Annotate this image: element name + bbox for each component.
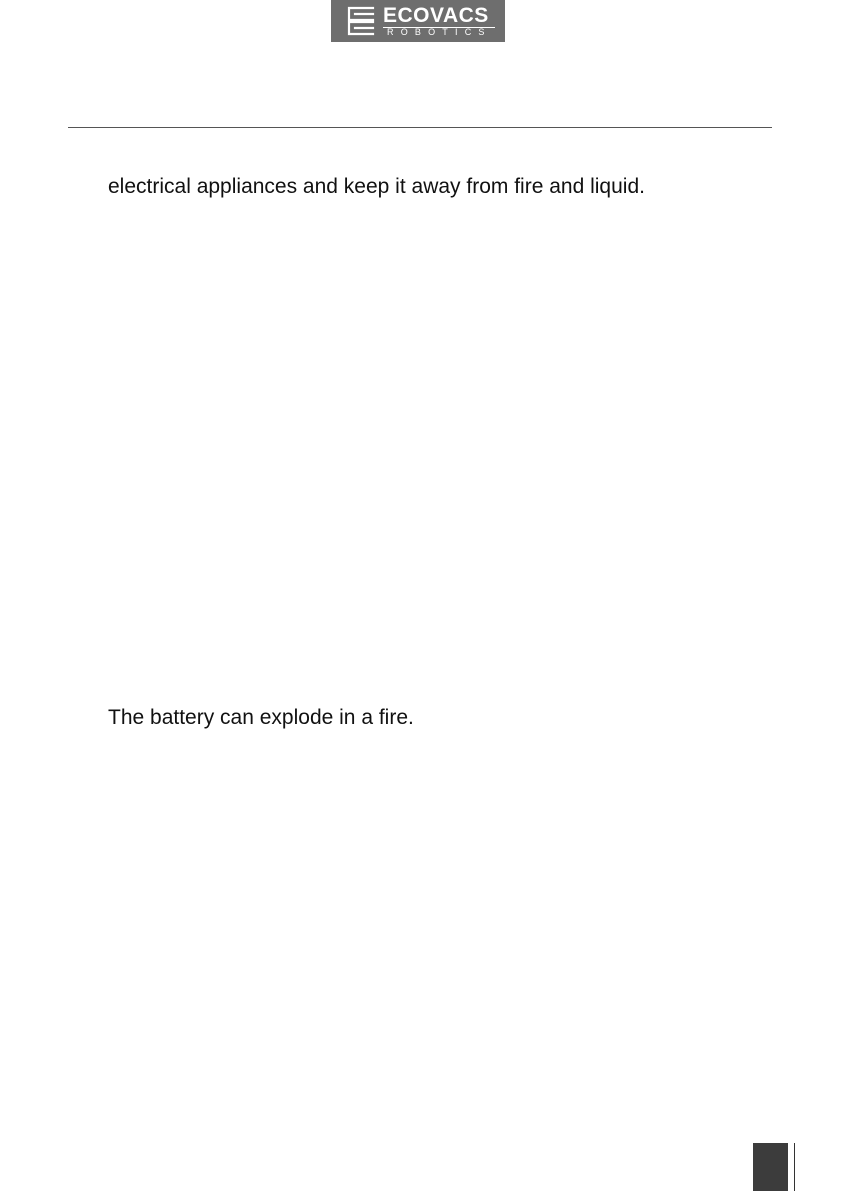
paragraph-2-text: The battery can explode in a fire. [108,706,414,729]
ecovacs-logo [331,0,505,42]
logo-wordmark: ECOVACS [383,5,495,28]
header-divider [68,127,772,128]
page-number-tab [753,1143,788,1191]
paragraph-1-text: electrical appliances and keep it away from fire and liquid. [108,175,645,198]
page-tab-divider [794,1143,795,1191]
logo-tagline: ROBOTICS [387,27,492,37]
